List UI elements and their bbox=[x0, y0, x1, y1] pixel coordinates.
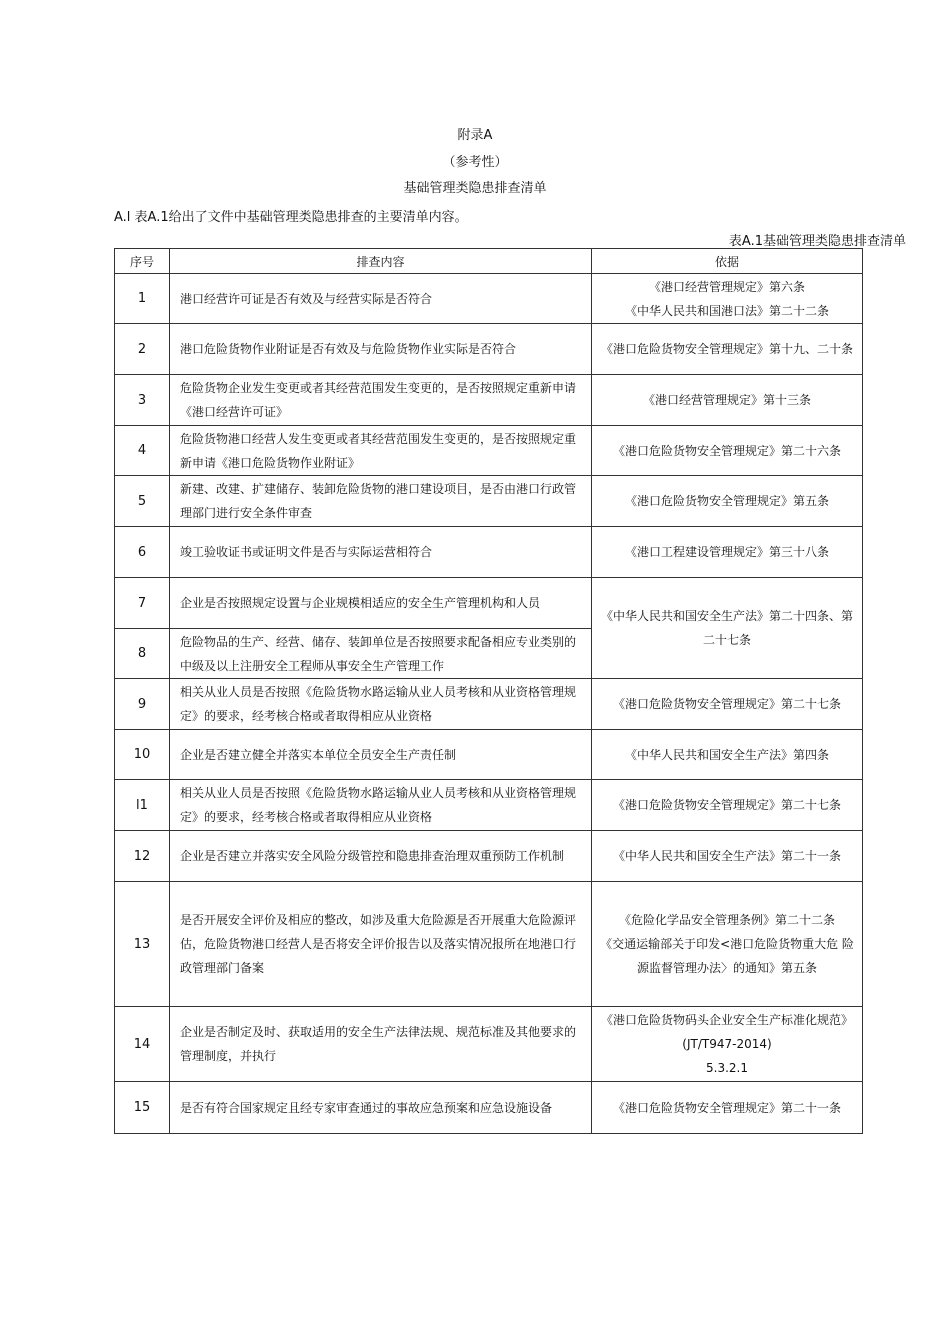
row-number: 8 bbox=[115, 629, 170, 679]
row-content: 危险货物企业发生变更或者其经营范围发生变更的，是否按照规定重新申请《港口经营许可证》 bbox=[170, 375, 592, 426]
header-number: 序号 bbox=[115, 249, 170, 274]
table-row bbox=[115, 1007, 863, 1082]
row-basis: 《港口危险货物安全管理规定》第二十七条 bbox=[592, 780, 863, 831]
table-row bbox=[115, 1082, 863, 1134]
row-number: 3 bbox=[115, 375, 170, 426]
table-row bbox=[115, 679, 863, 730]
row-basis: 《危险化学品安全管理条例》第二十二条 《交通运输部关于印发<港口危险货物重大危 险源监督管理办法〉的通知》第五条 bbox=[592, 882, 863, 1007]
row-basis: 《港口危险货物安全管理规定》第二十一条 bbox=[592, 1082, 863, 1134]
row-basis: 《港口经营管理规定》第十三条 bbox=[592, 375, 863, 426]
row-basis: 《港口危险货物码头企业安全生产标准化规范》(JT/T947-2014) 5.3.2.1 bbox=[592, 1007, 863, 1082]
row-content: 企业是否建立健全并落实本单位全员安全生产责任制 bbox=[170, 730, 592, 780]
row-basis: 《中华人民共和国安全生产法》第二十一条 bbox=[592, 831, 863, 882]
row-content: 港口经营许可证是否有效及与经营实际是否符合 bbox=[170, 274, 592, 324]
row-basis: 《港口危险货物安全管理规定》第十九、二十条 bbox=[592, 324, 863, 375]
row-content: 竣工验收证书或证明文件是否与实际运营相符合 bbox=[170, 527, 592, 578]
header-basis: 依据 bbox=[592, 249, 863, 274]
checklist-title: 基础管理类隐患排查清单 bbox=[403, 181, 547, 196]
row-number: l1 bbox=[115, 780, 170, 831]
row-basis: 《港口危险货物安全管理规定》第五条 bbox=[592, 476, 863, 527]
row-basis: 《港口工程建设管理规定》第三十八条 bbox=[592, 527, 863, 578]
row-number: 14 bbox=[115, 1007, 170, 1082]
intro-paragraph: A.l 表A.1给出了文件中基础管理类隐患排查的主要清单内容。 bbox=[114, 210, 468, 225]
row-number: 4 bbox=[115, 426, 170, 476]
table-caption: 表A.1基础管理类隐患排查清单 bbox=[728, 234, 906, 249]
table-body bbox=[115, 274, 863, 1134]
row-content: 是否开展安全评价及相应的整改，如涉及重大危险源是否开展重大危险源评估，危险货物港口经营人是否将安全评价报告以及落实情况报所在地港口行政管理部门备案 bbox=[170, 882, 592, 1007]
row-content: 企业是否制定及时、获取适用的安全生产法律法规、规范标准及其他要求的管理制度，并执行 bbox=[170, 1007, 592, 1082]
row-content: 港口危险货物作业附证是否有效及与危险货物作业实际是否符合 bbox=[170, 324, 592, 375]
row-number: 12 bbox=[115, 831, 170, 882]
row-basis: 《中华人民共和国安全生产法》第二十四条、第二十七条 bbox=[592, 578, 863, 679]
table-row bbox=[115, 274, 863, 324]
row-content: 相关从业人员是否按照《危险货物水路运输从业人员考核和从业资格管理规定》的要求，经考核合格或者取得相应从业资格 bbox=[170, 780, 592, 831]
row-basis: 《港口经营管理规定》第六条 《中华人民共和国港口法》第二十二条 bbox=[592, 274, 863, 324]
table-row bbox=[115, 831, 863, 882]
row-content: 相关从业人员是否按照《危险货物水路运输从业人员考核和从业资格管理规定》的要求，经考核合格或者取得相应从业资格 bbox=[170, 679, 592, 730]
table-row bbox=[115, 730, 863, 780]
table-row bbox=[115, 780, 863, 831]
row-content: 企业是否建立并落实安全风险分级管控和隐患排查治理双重预防工作机制 bbox=[170, 831, 592, 882]
row-basis: 《中华人民共和国安全生产法》第四条 bbox=[592, 730, 863, 780]
row-number: 9 bbox=[115, 679, 170, 730]
table-header-row bbox=[115, 249, 863, 274]
row-number: 2 bbox=[115, 324, 170, 375]
row-basis: 《港口危险货物安全管理规定》第二十六条 bbox=[592, 426, 863, 476]
row-number: 5 bbox=[115, 476, 170, 527]
table-row bbox=[115, 324, 863, 375]
row-content: 危险货物港口经营人发生变更或者其经营范围发生变更的，是否按照规定重新申请《港口危险货物作业附证》 bbox=[170, 426, 592, 476]
row-number: 6 bbox=[115, 527, 170, 578]
row-basis: 《港口危险货物安全管理规定》第二十七条 bbox=[592, 679, 863, 730]
row-number: 15 bbox=[115, 1082, 170, 1134]
appendix-subtitle: （参考性） bbox=[442, 155, 508, 170]
appendix-title: 附录A bbox=[457, 128, 493, 143]
row-number: 1 bbox=[115, 274, 170, 324]
table-row bbox=[115, 426, 863, 476]
row-number: 7 bbox=[115, 578, 170, 629]
row-content: 危险物品的生产、经营、储存、装卸单位是否按照要求配备相应专业类别的中级及以上注册安全工程师从事安全生产管理工作 bbox=[170, 629, 592, 679]
table-row bbox=[115, 375, 863, 426]
table-row bbox=[115, 882, 863, 1007]
table-row bbox=[115, 578, 863, 629]
hazard-checklist-table bbox=[114, 248, 863, 1134]
header-content: 排查内容 bbox=[170, 249, 592, 274]
table-row bbox=[115, 476, 863, 527]
row-content: 新建、改建、扩建储存、装卸危险货物的港口建设项目，是否由港口行政管理部门进行安全条件审查 bbox=[170, 476, 592, 527]
row-content: 是否有符合国家规定且经专家审查通过的事故应急预案和应急设施设备 bbox=[170, 1082, 592, 1134]
table-row bbox=[115, 527, 863, 578]
row-content: 企业是否按照规定设置与企业规模相适应的安全生产管理机构和人员 bbox=[170, 578, 592, 629]
row-number: 13 bbox=[115, 882, 170, 1007]
row-number: 10 bbox=[115, 730, 170, 780]
